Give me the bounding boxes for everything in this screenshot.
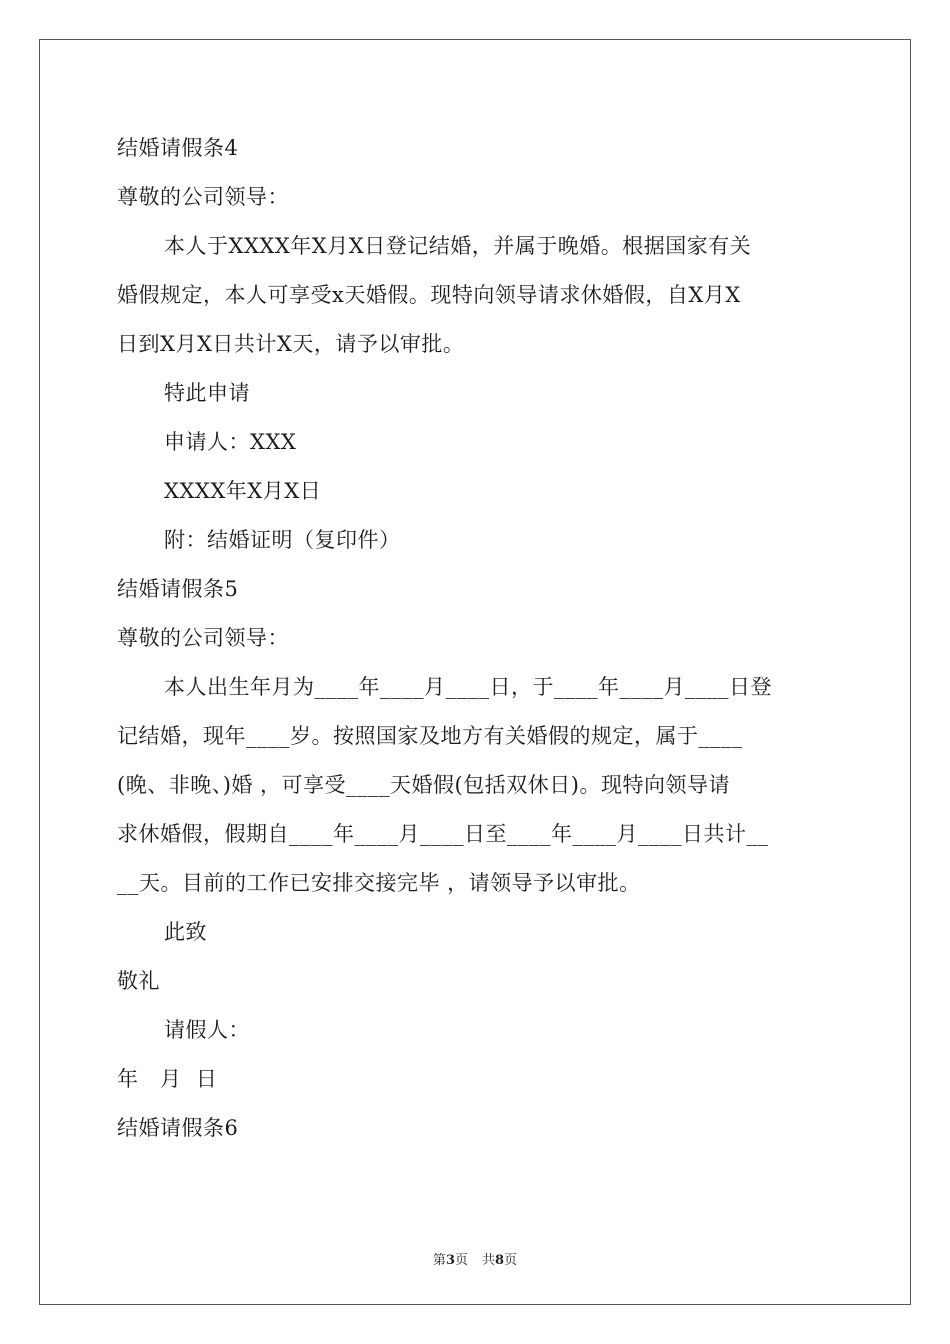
regards: 敬礼 [117,969,160,993]
date: XXXX年X月X日 [164,479,322,503]
page-suffix: 页 [454,1253,468,1268]
attachment: 附：结婚证明（复印件） [164,528,401,552]
body-line: (晚、非晚、)婚 ，可享受____天婚假(包括双休日)。现特向领导请 [117,773,730,797]
document-body [117,124,839,1153]
body-line: 本人于XXXX年X月X日登记结婚，并属于晚婚。根据国家有关 [164,234,752,258]
body-line: 求休婚假，假期自____年____月____日至____年____月____日共计__ [117,822,769,846]
applicant: 请假人： [164,1018,250,1042]
page-prefix: 第 [432,1253,446,1268]
body-line: 记结婚，现年____岁。按照国家及地方有关婚假的规定，属于____ [117,724,743,748]
date: 年 月 日 [117,1067,218,1091]
body-line: 婚假规定，本人可享受x天婚假。现特向领导请求休婚假，自X月X [117,283,741,307]
total-suffix: 页 [504,1253,518,1268]
page-current: 3 [445,1253,455,1268]
page-total: 8 [495,1253,505,1268]
salutation: 尊敬的公司领导： [117,185,289,209]
section-title: 结婚请假条6 [117,1116,239,1140]
salutation: 尊敬的公司领导： [117,626,289,650]
applicant: 申请人：XXX [164,430,297,454]
page-footer [0,1249,950,1268]
body-line: 本人出生年月为____年____月____日，于____年____月____日登 [164,675,772,699]
closing: 特此申请 [164,381,250,405]
section-title: 结婚请假条4 [117,136,239,160]
closing: 此致 [164,920,207,944]
body-line: 日到X月X日共计X天，请予以审批。 [117,332,465,356]
body-line: __天。目前的工作已安排交接完毕 ，请领导予以审批。 [117,871,641,895]
total-prefix: 共 [482,1253,496,1268]
section-title: 结婚请假条5 [117,577,239,601]
